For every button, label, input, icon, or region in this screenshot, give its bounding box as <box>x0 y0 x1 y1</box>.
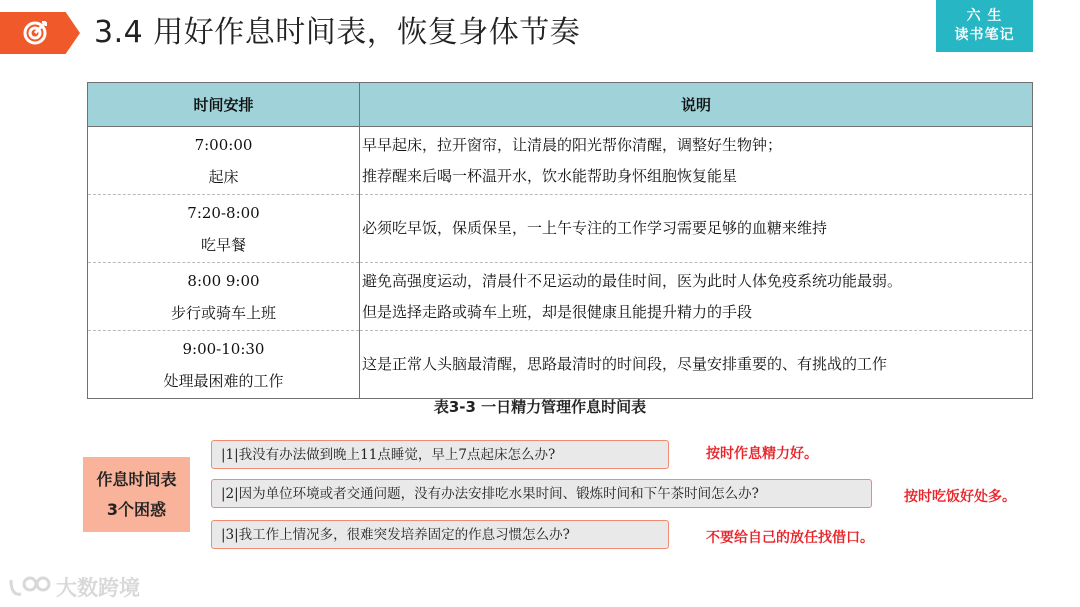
time-value: 7:20-8:00 <box>187 203 260 222</box>
table-row <box>88 127 1033 195</box>
answer-1: 按时作息精力好。 <box>706 446 818 462</box>
time-cell <box>88 331 360 399</box>
question-box-2: |2|因为单位环境或者交通问题，没有办法安排吃水果时间、锻炼时间和下午茶时间怎么办? <box>211 479 872 508</box>
confusion-label-line-2: 3个困惑 <box>106 500 167 519</box>
brand-line-1: 六 生 <box>966 8 1003 24</box>
table-header-row <box>88 83 1033 127</box>
table-caption: 表3-3 一日精力管理作息时间表 <box>433 398 647 416</box>
desc-line: 但是选择走路或骑车上班，却是很健康且能提升精力的手段 <box>362 302 753 321</box>
activity-name: 步行或骑车上班 <box>170 303 276 322</box>
desc-line: 必须吃早饭，保质保呈，一上午专注的工作学习需要足够的血糖来维持 <box>362 219 828 237</box>
table-row <box>88 263 1033 331</box>
time-cell <box>88 195 360 263</box>
activity-name: 处理最困难的工作 <box>163 371 284 390</box>
question-box-1: |1|我没有办法做到晚上11点睡觉，早上7点起床怎么办? <box>211 440 669 469</box>
watermark-text: 大数跨境 <box>56 576 140 600</box>
desc-cell <box>360 263 1033 331</box>
desc-line: 避免高强度运动，清晨什不足运动的最佳时间，医为此时人体免疫系统功能最弱。 <box>362 271 903 290</box>
desc-cell <box>360 195 1033 263</box>
title-badge <box>0 12 80 54</box>
answer-3: 不要给自己的放任找借口。 <box>706 530 874 546</box>
watermark <box>8 572 140 602</box>
table-row <box>88 331 1033 399</box>
desc-line: 早早起床，拉开窗帘，让清晨的阳光帮你清醒，调整好生物钟； <box>362 135 783 154</box>
desc-cell <box>360 127 1033 195</box>
brand-logo <box>936 0 1033 52</box>
time-value: 7:00:00 <box>194 135 253 154</box>
time-cell <box>88 127 360 195</box>
logo-mark-icon <box>8 574 52 600</box>
time-cell <box>88 263 360 331</box>
desc-line: 这是正常人头脑最清醒，思路最清时的时间段，尽量安排重要的、有挑战的工作 <box>362 355 888 373</box>
desc-line: 推荐醒来后喝一杯温开水，饮水能帮助身怀组胞恢复能星 <box>362 166 738 185</box>
confusion-label-box <box>83 457 190 532</box>
brand-line-2: 读书笔记 <box>954 27 1015 43</box>
desc-cell <box>360 331 1033 399</box>
question-box-3: |3|我工作上情况多，很难突发培养固定的作息习惯怎么办? <box>211 520 669 549</box>
header-time: 时间安排 <box>88 83 360 127</box>
answer-2: 按时吃饭好处多。 <box>904 489 1016 505</box>
header-desc: 说明 <box>360 83 1033 127</box>
time-value: 9:00-10:30 <box>182 339 265 358</box>
activity-name: 吃早餐 <box>200 235 246 254</box>
page-title: 3.4 用好作息时间表，恢复身体节奏 <box>94 15 581 50</box>
time-value: 8:00 9:00 <box>187 271 260 290</box>
schedule-table <box>87 82 1033 399</box>
activity-name: 起床 <box>208 167 239 186</box>
target-icon <box>22 20 48 46</box>
table-row <box>88 195 1033 263</box>
confusion-label-line-1: 作息时间表 <box>96 470 177 489</box>
